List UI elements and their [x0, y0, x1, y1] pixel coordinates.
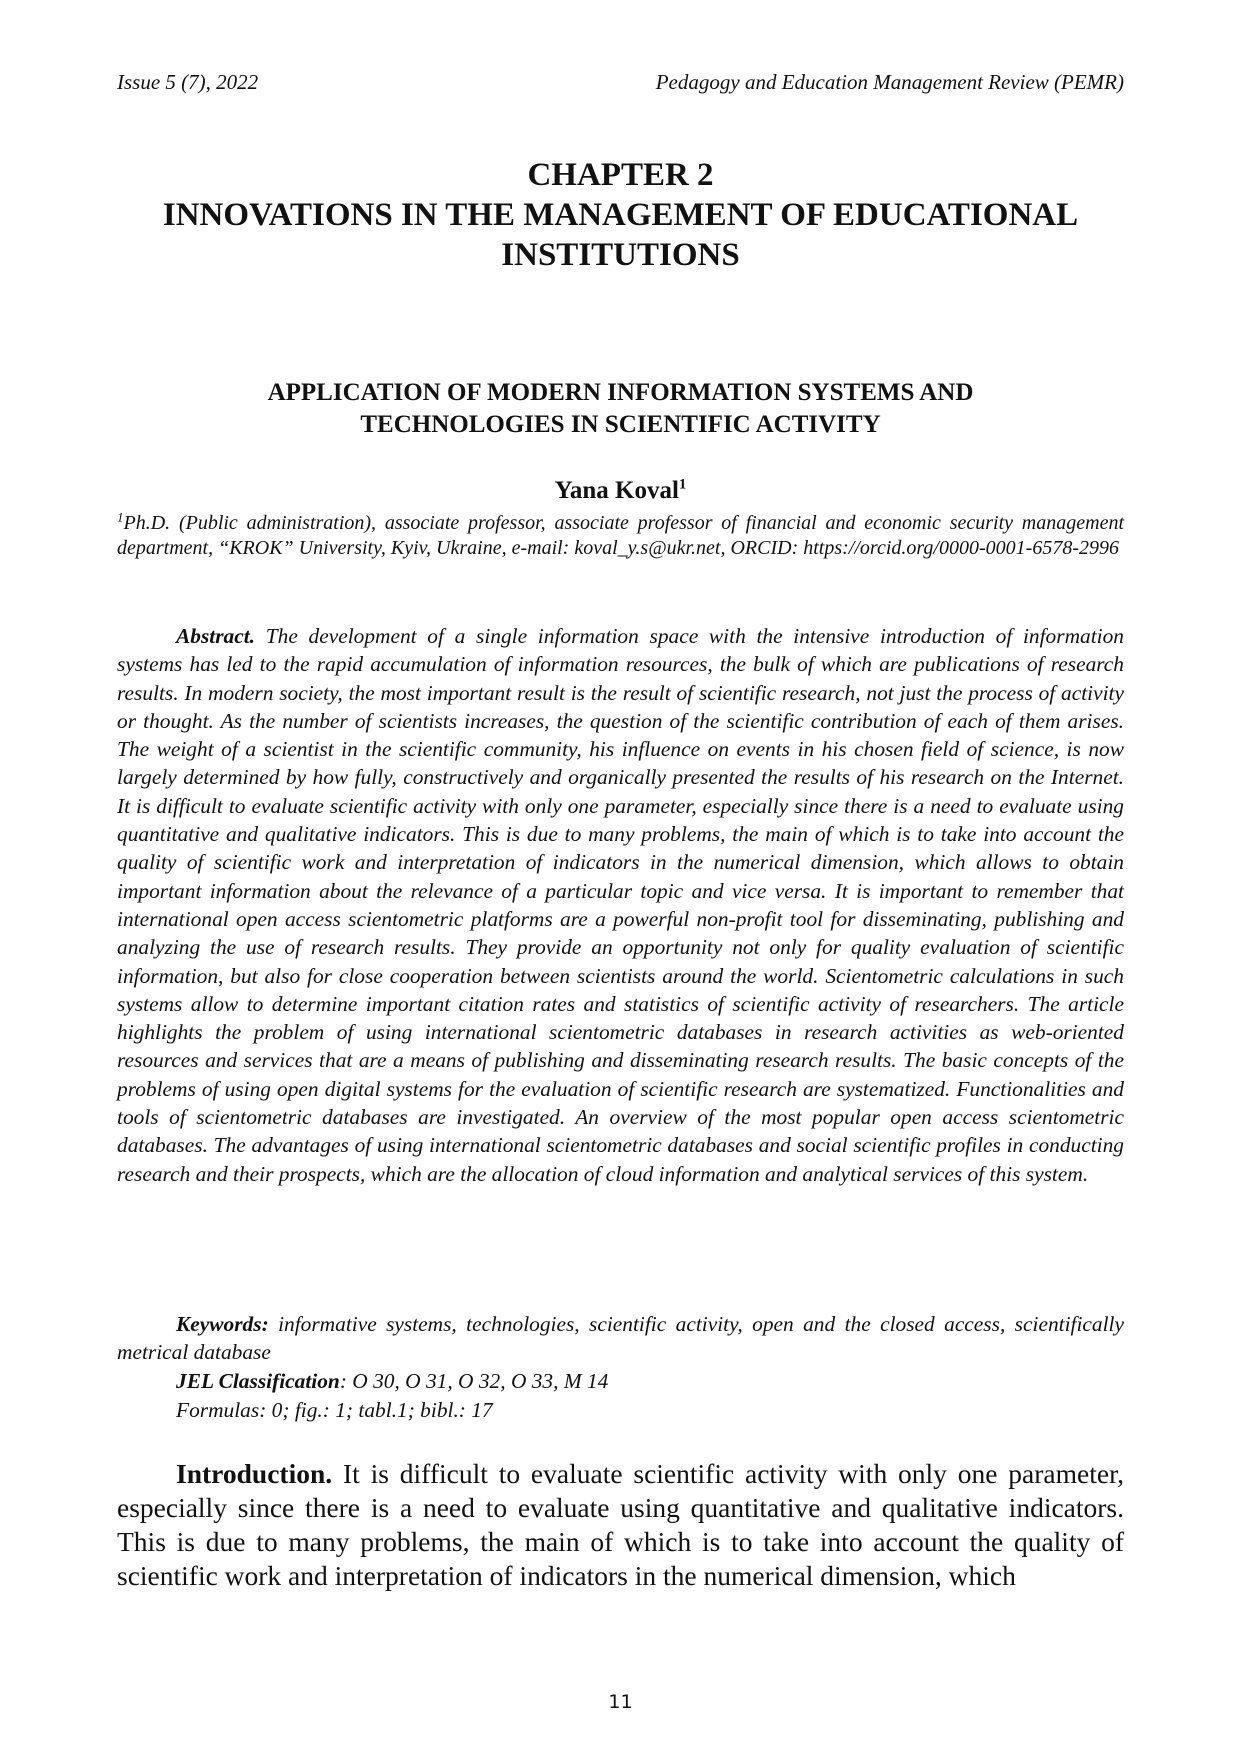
jel-label: JEL Classification: [176, 1369, 340, 1393]
chapter-heading: [100, 155, 1141, 275]
author-line: [117, 477, 1124, 505]
page-number: 11: [608, 1691, 633, 1713]
jel-codes: : O 30, O 31, O 32, O 33, M 14: [339, 1369, 609, 1393]
introduction-text: It is difficult to evaluate scientific activity with only one parameter, especially since there is a need to evaluate using quantitative and qualitative indicators. This is due to many problems, the main of which is to take into account the quality of scientific work and interpretation of indicators in the numerical dimension, which: [117, 1458, 1124, 1591]
introduction: [117, 1457, 1124, 1593]
author-affiliation: [117, 511, 1124, 561]
journal-name: Pedagogy and Education Management Review (PEMR): [655, 70, 1124, 94]
affiliation-text: Ph.D. (Public administration), associate professor, associate professor of financial and economic security management department, “KROK” University, Kyiv, Ukraine, e-mail: koval_y.s@ukr.net, ORCID: https://orcid.org/0000-0001-6578-2996: [117, 512, 1124, 559]
abstract-text: The development of a single information space with the intensive introduction of information systems has led to the rapid accumulation of information resources, the bulk of which are publications of research results. In modern society, the most important result is the result of scientific research, not just the process of activity or thought. As the number of scientists increases, the question of the scientific contribution of each of them arises. The weight of a scientist in the scientific community, his influence on events in his chosen field of science, is now largely determined by how fully, constructively and organically presented the results of his research on the Internet. It is difficult to evaluate scientific activity with only one parameter, especially since there is a need to evaluate using quantitative and qualitative indicators. This is due to many problems, the main of which is to take into account the quality of scientific work and interpretation of indicators in the numerical dimension, which allows to obtain important information about the relevance of a particular topic and vice versa. It is important to remember that international open access scientometric platforms are a powerful non-profit tool for disseminating, publishing and analyzing the use of research results. They provide an opportunity not only for quality evaluation of scientific information, but also for close cooperation between scientists around the world. Scientometric calculations in such systems allow to determine important citation rates and statistics of scientific activity of researchers. The article highlights the problem of using international scientometric databases in research activities as web-oriented resources and services that are a means of publishing and disseminating research results. The basic concepts of the problems of using open digital systems for the evaluation of scientific research are systematized. Functionalities and tools of scientometric databases are investigated. An overview of the most popular open access scientometric databases. The advantages of using international scientometric databases and social scientific profiles in conducting research and their prospects, which are the allocation of cloud information and analytical services of this system.: [117, 624, 1124, 1186]
abstract: [117, 622, 1124, 1188]
affiliation-footnote-marker: 1: [117, 509, 124, 525]
article-title-line-1: APPLICATION OF MODERN INFORMATION SYSTEMS AND: [267, 379, 974, 406]
article-title: [140, 377, 1101, 441]
issue-label: Issue 5 (7), 2022: [117, 70, 259, 94]
chapter-title-line-2: INSTITUTIONS: [501, 237, 740, 273]
article-title-line-2: TECHNOLOGIES IN SCIENTIFIC ACTIVITY: [360, 411, 881, 438]
keywords: [117, 1310, 1124, 1367]
author-footnote-marker: 1: [678, 476, 687, 493]
introduction-label: Introduction.: [176, 1458, 333, 1489]
abstract-label: Abstract.: [176, 624, 256, 648]
chapter-title-line-1: INNOVATIONS IN THE MANAGEMENT OF EDUCATIONAL: [162, 197, 1079, 233]
keywords-text: informative systems, technologies, scientific activity, open and the closed access, scientifically metrical database: [117, 1312, 1124, 1365]
author-name: Yana Koval: [554, 477, 679, 504]
jel-classification: [117, 1367, 1124, 1395]
formulas-summary: Formulas: 0; fig.: 1; tabl.1; bibl.: 17: [176, 1398, 493, 1422]
chapter-number: CHAPTER 2: [527, 157, 714, 193]
running-header: [117, 70, 1124, 100]
keywords-label: Keywords:: [176, 1312, 269, 1336]
